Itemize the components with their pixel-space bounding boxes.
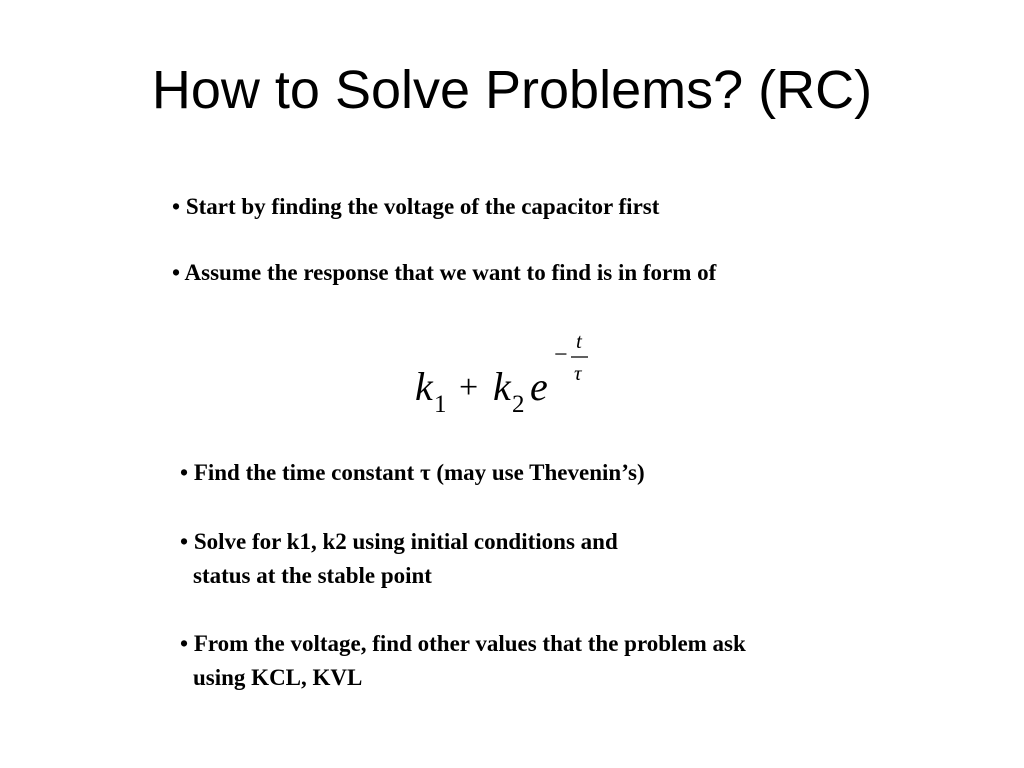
formula-k1: k bbox=[415, 364, 433, 409]
bullet-marker: • bbox=[180, 460, 189, 485]
bullet-marker: • bbox=[180, 631, 189, 656]
bullet-item bbox=[172, 190, 659, 224]
slide-title: How to Solve Problems? (RC) bbox=[151, 60, 873, 120]
bullet-text: Assume the response that we want to find is in form of bbox=[184, 260, 717, 285]
formula-minus: − bbox=[554, 342, 568, 368]
formula-k2: k bbox=[493, 364, 511, 409]
bullet-item bbox=[180, 525, 618, 593]
bullet-text-continuation: using KCL, KVL bbox=[193, 665, 363, 690]
bullet-text: Solve for k1, k2 using initial conditions and bbox=[193, 529, 618, 554]
response-formula bbox=[410, 322, 610, 422]
formula-sub1: 1 bbox=[434, 391, 447, 418]
bullet-marker: • bbox=[172, 194, 181, 219]
bullet-marker: • bbox=[180, 529, 189, 554]
bullet-text: From the voltage, find other values that the problem ask bbox=[193, 631, 746, 656]
formula-plus: + bbox=[459, 369, 479, 406]
bullet-text: Start by finding the voltage of the capacitor first bbox=[185, 194, 660, 219]
bullet-text-continuation: status at the stable point bbox=[193, 563, 432, 588]
bullet-item bbox=[172, 256, 716, 290]
formula-denominator: τ bbox=[574, 361, 582, 385]
formula-graphic bbox=[410, 322, 610, 422]
bullet-marker: • bbox=[172, 260, 181, 285]
bullet-text: Find the time constant τ (may use Thevenin’s) bbox=[193, 460, 645, 485]
bullet-item bbox=[180, 627, 746, 695]
formula-sub2: 2 bbox=[512, 391, 525, 418]
formula-numerator: t bbox=[576, 329, 582, 353]
formula-e: e bbox=[530, 364, 548, 409]
bullet-item bbox=[180, 456, 645, 490]
